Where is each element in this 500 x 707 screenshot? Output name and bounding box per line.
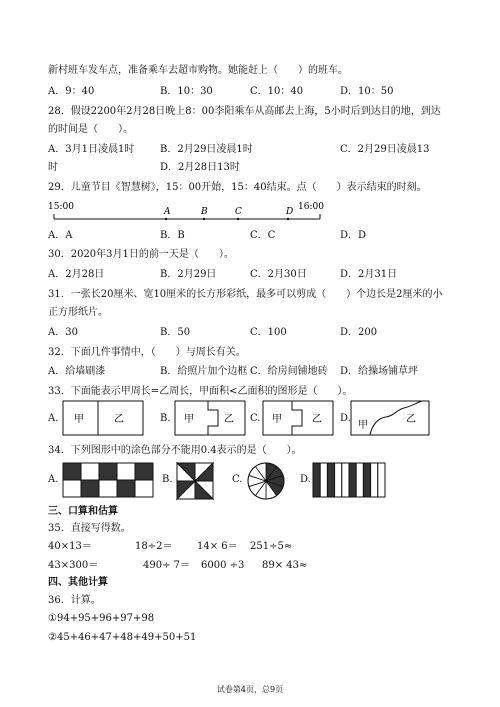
q28-line1: 28．假设2200年2月28日晚上8：00李阳乘车从高邮去上海，5小时后到达目的地，到达 [48,106,441,117]
q35-row2-4: 89× 43≈ [262,560,308,571]
q33-label-a: A. [48,413,59,424]
q32-option-c: C．给房间铺地砖 [250,366,328,377]
stripe [320,463,327,497]
q34-figure-a [62,462,154,498]
q34-text: 34．下列图形中的涂色部分不能用0.4表示的是（ ）。 [48,445,302,456]
q33-figure-a [62,400,144,436]
q35-row2-3: 6000 ÷3 [201,560,245,571]
stripe [363,463,370,497]
q27-text: 新村班车发车点，准备乘车去超市购物。她能赶上（ ）的班车。 [48,65,348,76]
q31-option-a: A．30 [48,327,78,338]
fig-d-jia: 甲 [358,420,368,431]
timeline-point-d: D [286,207,294,217]
stripe [335,463,342,497]
q35-row1-1: 40×13＝ [48,541,92,552]
timeline-dot-a [165,218,167,220]
q29-option-a: A．A [48,230,73,241]
q33-figure-c [262,400,334,436]
q30-option-d: D．2月31日 [340,269,398,280]
q33-text: 33．下面能表示甲周长=乙周长，甲面积<乙面积的图形是（ ）。 [48,386,353,397]
q27-option-d: D．10：50 [340,86,394,97]
q30-option-b: B．2月29日 [160,269,217,280]
timeline-point-c: C [235,207,242,217]
fig-a-jia: 甲 [74,414,84,425]
timeline-point-a: A [164,207,171,217]
timeline-dot-c [237,218,239,220]
stripe [342,463,349,497]
stripe [378,463,385,497]
fig-c-jia: 甲 [272,414,282,425]
q36-text: 36．计算。 [48,595,101,606]
q33-figure-d [350,400,430,436]
q34-figure-b [176,462,214,500]
q34-label-c: C. [232,474,243,485]
q32-option-d: D．给操场铺草坪 [340,366,419,377]
q32-option-a: A．给墙刷漆 [48,366,106,377]
page-footer: 试卷第4页，总9页 [216,685,284,694]
fig-a-yi: 乙 [114,414,124,425]
q29-option-d: D．D [340,230,367,241]
q29-option-b: B．B [160,230,185,241]
q36-item-1: ①94+95+96+97+98 [48,613,155,624]
stripe [371,463,378,497]
q28-option-d: D．2月28日13时 [160,162,240,173]
q35-row2-2: 490÷ 7＝ [143,560,191,571]
q28-line2: 的时间是（ ）。 [48,124,133,135]
q28-option-a: A．3月1日凌晨1时 [48,144,135,155]
stripe [327,463,334,497]
q29-text: 29．儿童节目《智慧树》，15：00开始，15：40结束。点（ ）表示结束的时刻。 [48,182,427,193]
q27-option-c: C．10：40 [250,86,304,97]
q34-figure-c [246,461,286,501]
q33-label-c: C. [250,413,261,424]
stripe [356,463,363,497]
q34-figure-d [312,462,386,498]
fig-b-yi: 乙 [224,414,234,425]
q30-option-a: A．2月28日 [48,269,105,280]
q28-option-c: C．2月29日凌晨13 [340,144,430,155]
q35-row1-2: 18÷2＝ [135,541,173,552]
q34-label-d: D. [300,474,311,485]
section3-heading: 三、口算和估算 [48,506,118,517]
q27-option-a: A．9：40 [48,86,95,97]
q31-line2: 正方形纸片。 [48,307,108,318]
section4-heading: 四、其他计算 [48,577,108,588]
q29-option-c: C．C [250,230,276,241]
stripe [313,463,320,497]
q32-text: 32．下面几件事情中，（ ）与周长有关。 [48,347,246,358]
q35-row2-1: 43×300＝ [48,560,99,571]
timeline-start-label: 15:00 [48,202,74,212]
q30-text: 30．2020年3月1日的前一天是（ ）。 [48,249,234,260]
stripe [349,463,356,497]
timeline-end-label: 16:00 [298,202,324,212]
q33-figure-b [174,400,246,436]
q32-option-b: B．给照片加个边框 [160,366,248,377]
q31-line1: 31．一张长20厘米、宽10厘米的长方形彩纸，最多可以剪成（ ）个边长是2厘米的小 [48,289,443,300]
timeline-dot-d [287,218,289,220]
q28-wrap: 时 [48,162,58,173]
q31-option-d: D．200 [340,327,378,338]
q33-label-b: B. [160,413,171,424]
q30-option-c: C．2月30日 [250,269,307,280]
timeline-dot-b [203,218,205,220]
q33-label-d: D. [340,413,351,424]
q35-row1-4: 251÷5≈ [250,541,293,552]
q35-text: 35．直接写得数。 [48,523,131,534]
fig-c-yi: 乙 [312,414,322,425]
q36-item-2: ②45+46+47+48+49+50+51 [48,632,197,643]
q27-option-b: B．10：30 [160,86,213,97]
fig-b-jia: 甲 [184,414,194,425]
q29-timeline [48,198,328,228]
q35-row1-3: 14× 6＝ [197,541,238,552]
q28-option-b: B．2月29日凌晨1时 [160,144,253,155]
fig-d-yi: 乙 [406,414,416,425]
q31-option-c: C．100 [250,327,287,338]
q34-label-a: A. [48,474,59,485]
q34-label-b: B. [162,474,173,485]
q31-option-b: B．50 [160,327,191,338]
timeline-point-b: B [201,207,208,217]
